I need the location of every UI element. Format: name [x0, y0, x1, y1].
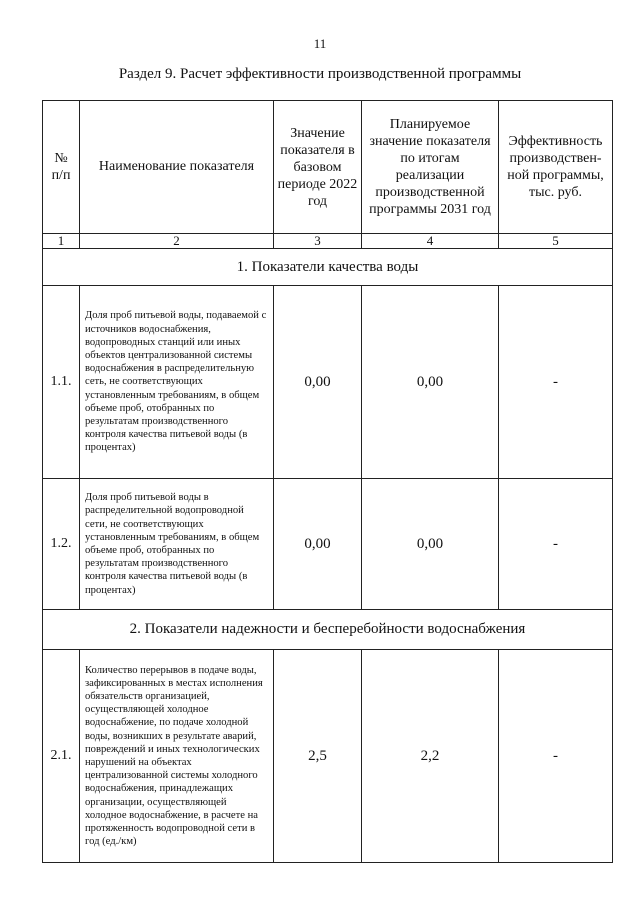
section-row [43, 610, 613, 650]
indicator-name: Количество перерывов в подаче воды, зафиксированных в местах исполнения обязательств организацией, осуществляющей холодное водоснабжение, по подаче холодной воды, возникших в результате аварий, повреждений и иных технологических нарушений на объектах централизованной системы холодного водоснабжения, принадлежащих организации, осуществляющей холодное водоснабжение, в расчете на протяженность водопроводной сети в год (ед./км) [80, 650, 274, 863]
table-row [43, 650, 613, 863]
section-heading: 1. Показатели качества воды [43, 249, 613, 286]
header-base-value: Значение показателя в базовом периоде 2022 год [274, 101, 362, 234]
column-number: 5 [499, 234, 613, 249]
header-efficiency: Эффективность производствен-ной программы, тыс. руб. [499, 101, 613, 234]
table-row [43, 286, 613, 479]
efficiency-table [42, 100, 613, 863]
efficiency-value: - [499, 479, 613, 610]
page-number: 11 [313, 36, 327, 51]
column-number: 1 [43, 234, 80, 249]
plan-value: 0,00 [362, 286, 499, 479]
header-num: № п/п [43, 101, 80, 234]
header-plan-value: Планируемое значение показателя по итогам реализации производственной программы 2031 год [362, 101, 499, 234]
section-heading: 2. Показатели надежности и бесперебойности водоснабжения [43, 610, 613, 650]
efficiency-value: - [499, 650, 613, 863]
indicator-name: Доля проб питьевой воды в распределительной водопроводной сети, не соответствующих установленным требованиям, в общем объеме проб, отобранных по результатам производственного контроля качества питьевой воды (в процентах) [80, 479, 274, 610]
indicator-name: Доля проб питьевой воды, подаваемой с источников водоснабжения, водопроводных станций или иных объектов централизованной системы водоснабжения в распределительную сеть, не соответствующих установленным требованиям, в общем объеме проб, отобранных по результатам производственного контроля качества питьевой воды (в процентах) [80, 286, 274, 479]
row-number: 1.2. [43, 479, 80, 610]
column-number: 4 [362, 234, 499, 249]
efficiency-value: - [499, 286, 613, 479]
header-name: Наименование показателя [80, 101, 274, 234]
column-number: 2 [80, 234, 274, 249]
table-row [43, 479, 613, 610]
section-title: Раздел 9. Расчет эффективности производственной программы [118, 66, 522, 82]
plan-value: 2,2 [362, 650, 499, 863]
section-row [43, 249, 613, 286]
base-value: 0,00 [274, 479, 362, 610]
row-number: 2.1. [43, 650, 80, 863]
header-row [43, 101, 613, 234]
base-value: 2,5 [274, 650, 362, 863]
plan-value: 0,00 [362, 479, 499, 610]
row-number: 1.1. [43, 286, 80, 479]
base-value: 0,00 [274, 286, 362, 479]
column-number-row [43, 234, 613, 249]
column-number: 3 [274, 234, 362, 249]
